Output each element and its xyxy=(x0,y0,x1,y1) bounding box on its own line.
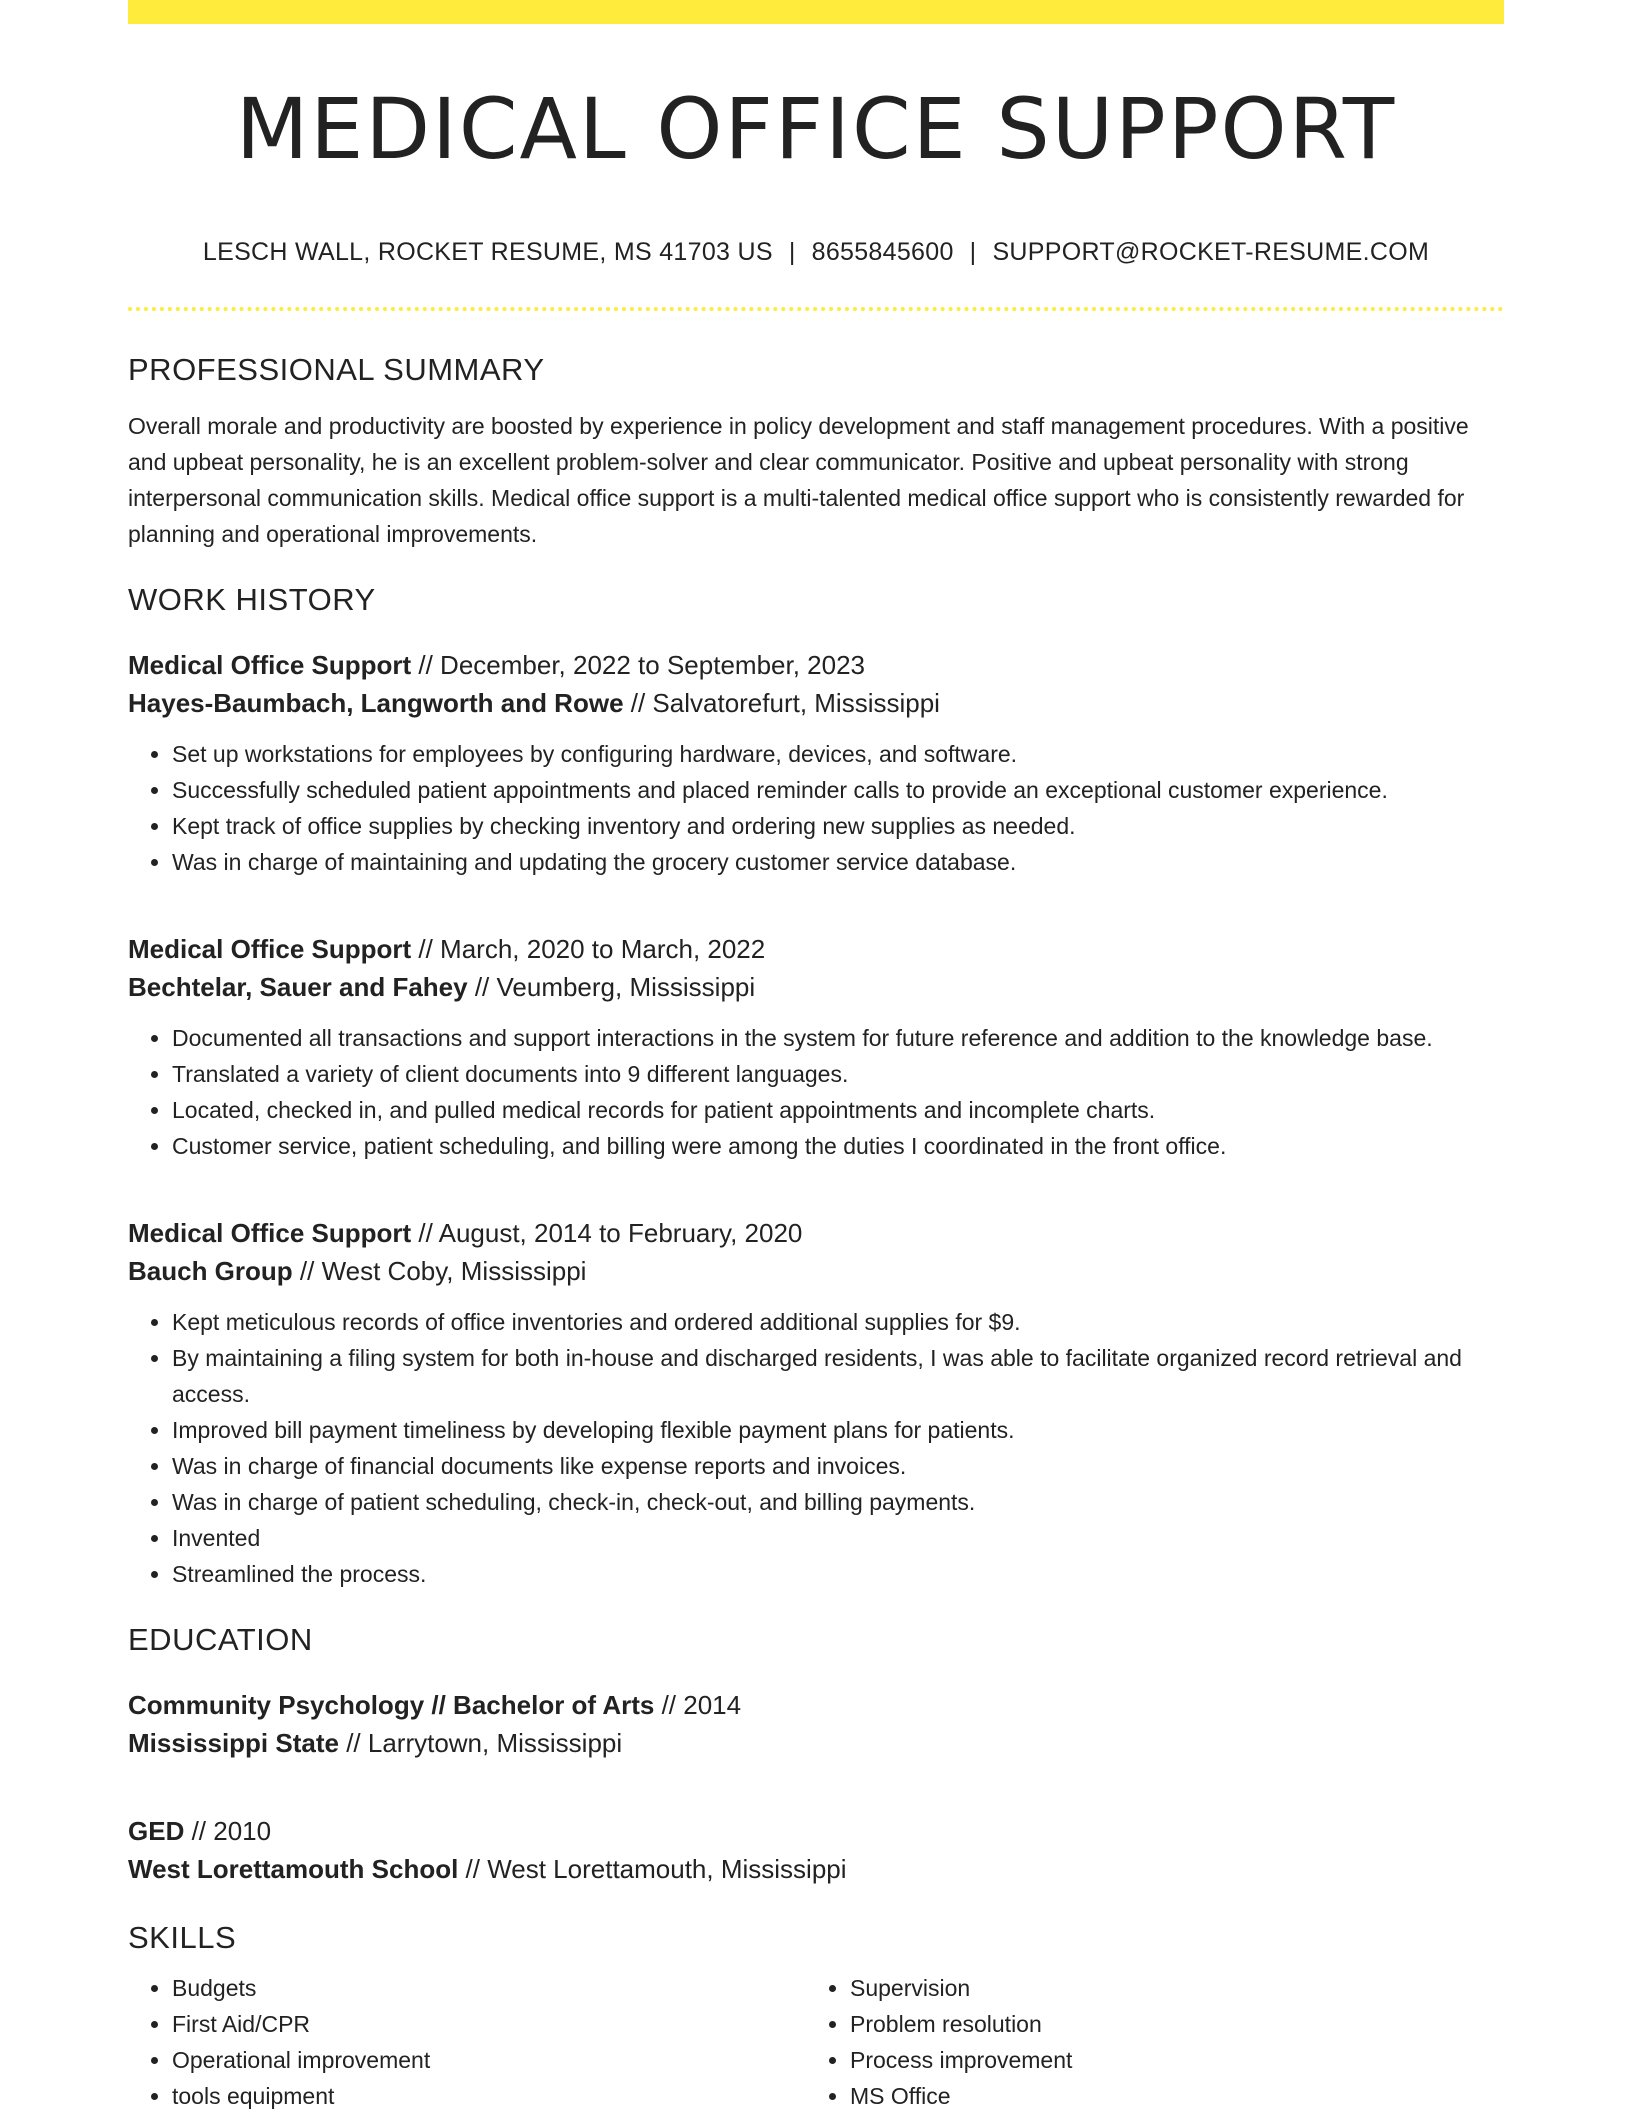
job-entry xyxy=(128,1214,1504,1592)
work-history-heading: WORK HISTORY xyxy=(128,582,376,617)
skills-column-left xyxy=(128,1970,806,2114)
graduation-year: // 2010 xyxy=(184,1816,272,1846)
job-title-line xyxy=(128,1214,1504,1252)
job-company-line xyxy=(128,1252,1504,1290)
education-heading: EDUCATION xyxy=(128,1622,313,1657)
contact-line xyxy=(128,238,1504,267)
skill-item: • First Aid/CPR xyxy=(172,2006,806,2042)
skill-item: • Operational improvement xyxy=(172,2042,806,2078)
contact-email: SUPPORT@ROCKET-RESUME.COM xyxy=(992,238,1430,266)
graduation-year: // 2014 xyxy=(654,1690,742,1720)
job-bullets xyxy=(128,1020,1504,1164)
contact-phone: 8655845600 xyxy=(811,238,954,266)
education-entry xyxy=(128,1686,1504,1762)
job-location: // Veumberg, Mississippi xyxy=(467,972,756,1002)
list-item: • By maintaining a filing system for both in-house and discharged residents, I was able to facilitate organized record retrieval and access. xyxy=(172,1340,1504,1412)
education-entry xyxy=(128,1812,1504,1888)
skill-item: • MS Office xyxy=(850,2078,1484,2114)
work-history-section xyxy=(128,582,1504,1592)
school-line xyxy=(128,1850,1504,1888)
skills-column-right xyxy=(806,1970,1484,2114)
list-item: • Customer service, patient scheduling, and billing were among the duties I coordinated in the front office. xyxy=(172,1128,1504,1164)
job-role: Medical Office Support xyxy=(128,934,412,964)
job-title-line xyxy=(128,930,1504,968)
resume-title: MEDICAL OFFICE SUPPORT xyxy=(235,80,1397,178)
job-bullets xyxy=(128,736,1504,880)
job-dates: // March, 2020 to March, 2022 xyxy=(411,934,766,964)
school-line xyxy=(128,1724,1504,1762)
job-company-line xyxy=(128,684,1504,722)
job-bullets xyxy=(128,1304,1504,1592)
job-company: Bechtelar, Sauer and Fahey xyxy=(128,972,468,1002)
summary-text: Overall morale and productivity are boosted by experience in policy development and staff management procedures. With a positive and upbeat personality, he is an excellent problem-solver and clear communicator. Positive and upbeat personality with strong interpersonal communication skills. Medical office support is a multi-talented medical office support who is consistently rewarded for planning and operational improvements. xyxy=(128,413,1469,547)
job-title-line xyxy=(128,646,1504,684)
dotted-divider xyxy=(128,307,1504,311)
contact-separator: | xyxy=(969,238,977,266)
degree-line xyxy=(128,1686,1504,1724)
accent-top-bar xyxy=(128,0,1504,24)
skill-item: • tools equipment xyxy=(172,2078,806,2114)
list-item: • Was in charge of financial documents like expense reports and invoices. xyxy=(172,1448,1504,1484)
skill-item: • Supervision xyxy=(850,1970,1484,2006)
school-location: // West Lorettamouth, Mississippi xyxy=(458,1854,847,1884)
list-item: • Invented xyxy=(172,1520,1504,1556)
list-item: • Kept track of office supplies by checking inventory and ordering new supplies as needed. xyxy=(172,808,1504,844)
list-item: • Translated a variety of client documents into 9 different languages. xyxy=(172,1056,1504,1092)
resume-body xyxy=(128,352,1504,2114)
contact-separator: | xyxy=(788,238,796,266)
list-item: • Improved bill payment timeliness by developing flexible payment plans for patients. xyxy=(172,1412,1504,1448)
summary-heading: PROFESSIONAL SUMMARY xyxy=(128,352,545,387)
skill-item: • Problem resolution xyxy=(850,2006,1484,2042)
degree: Community Psychology // Bachelor of Arts xyxy=(128,1690,655,1720)
skills-heading: SKILLS xyxy=(128,1920,237,1955)
list-item: • Streamlined the process. xyxy=(172,1556,1504,1592)
job-role: Medical Office Support xyxy=(128,1218,412,1248)
skills-grid xyxy=(128,1970,1504,2114)
list-item: • Was in charge of maintaining and updating the grocery customer service database. xyxy=(172,844,1504,880)
job-entry xyxy=(128,646,1504,880)
job-entry xyxy=(128,930,1504,1164)
skill-item: • Budgets xyxy=(172,1970,806,2006)
job-location: // West Coby, Mississippi xyxy=(292,1256,587,1286)
summary-section xyxy=(128,352,1504,552)
list-item: • Kept meticulous records of office inventories and ordered additional supplies for $9. xyxy=(172,1304,1504,1340)
job-location: // Salvatorefurt, Mississippi xyxy=(623,688,940,718)
degree-line xyxy=(128,1812,1504,1850)
list-item: • Documented all transactions and support interactions in the system for future reference and addition to the knowledge base. xyxy=(172,1020,1504,1056)
list-item: • Successfully scheduled patient appointments and placed reminder calls to provide an exceptional customer experience. xyxy=(172,772,1504,808)
job-dates: // August, 2014 to February, 2020 xyxy=(411,1218,803,1248)
list-item: • Set up workstations for employees by configuring hardware, devices, and software. xyxy=(172,736,1504,772)
job-company-line xyxy=(128,968,1504,1006)
list-item: • Was in charge of patient scheduling, check-in, check-out, and billing payments. xyxy=(172,1484,1504,1520)
list-item: • Located, checked in, and pulled medical records for patient appointments and incomplete charts. xyxy=(172,1092,1504,1128)
degree: GED xyxy=(128,1816,185,1846)
skills-section xyxy=(128,1920,1504,2114)
job-dates: // December, 2022 to September, 2023 xyxy=(411,650,866,680)
job-company: Hayes-Baumbach, Langworth and Rowe xyxy=(128,688,624,718)
job-role: Medical Office Support xyxy=(128,650,412,680)
job-company: Bauch Group xyxy=(128,1256,293,1286)
contact-address: LESCH WALL, ROCKET RESUME, MS 41703 US xyxy=(202,238,773,266)
education-section xyxy=(128,1622,1504,1888)
school: Mississippi State xyxy=(128,1728,339,1758)
school-location: // Larrytown, Mississippi xyxy=(338,1728,623,1758)
skill-item: • Process improvement xyxy=(850,2042,1484,2078)
school: West Lorettamouth School xyxy=(128,1854,459,1884)
